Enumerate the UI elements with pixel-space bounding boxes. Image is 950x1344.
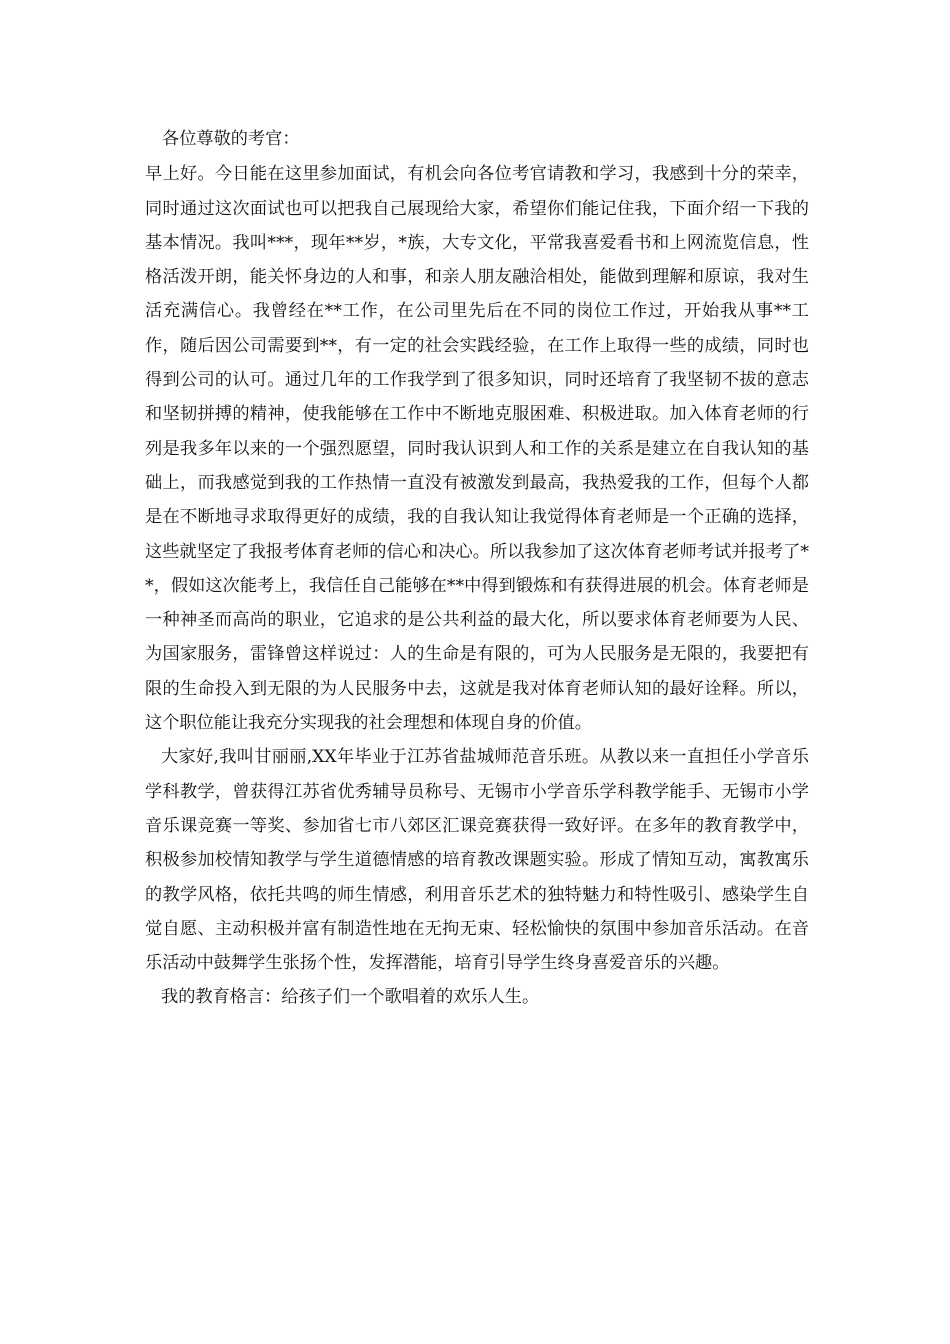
paragraph-self-introduction: 早上好。今日能在这里参加面试，有机会向各位考官请教和学习，我感到十分的荣幸，同时通过这次面试也可以把我自己展现给大家，希望你们能记住我，下面介绍一下我的基本情况。我叫***，现年**岁，*族，大专文化，平常我喜爱看书和上网流览信息，性格活泼开朗，能关怀身边的人和事，和亲人朋友融洽相处，能做到理解和原谅，我对生活充满信心。我曾经在**工作，在公司里先后在不同的岗位工作过，开始我从事**工作，随后因公司需要到**，有一定的社会实践经验，在工作上取得一些的成绩，同时也得到公司的认可。通过几年的工作我学到了很多知识，同时还培育了我坚韧不拔的意志和坚韧拼搏的精神，使我能够在工作中不断地克服困难、积极进取。加入体育老师的行列是我多年以来的一个强烈愿望，同时我认识到人和工作的关系是建立在自我认知的基础上，而我感觉到我的工作热情一直没有被激发到最高，我热爱我的工作，但每个人都是在不断地寻求取得更好的成绩，我的自我认知让我觉得体育老师是一个正确的选择，这些就坚定了我报考体育老师的信心和决心。所以我参加了这次体育老师考试并报考了**，假如这次能考上，我信任自己能够在**中得到锻炼和有获得进展的机会。体育老师是一种神圣而高尚的职业，它追求的是公共利益的最大化，所以要求体育老师要为人民、为国家服务，雷锋曾这样说过：人的生命是有限的，可为人民服务是无限的，我要把有限的生命投入到无限的为人民服务中去，这就是我对体育老师认知的最好诠释。所以，这个职位能让我充分实现我的社会理想和体现自身的价值。 [145,164,809,734]
paragraph-music-teacher-intro: 大家好,我叫甘丽丽,XX年毕业于江苏省盐城师范音乐班。从教以来一直担任小学音乐学科教学，曾获得江苏省优秀辅导员称号、无锡市小学音乐学科教学能手、无锡市小学音乐课竞赛一等奖、参加省七市八郊区汇课竞赛获得一致好评。在多年的教育教学中，积极参加校情知教学与学生道德情感的培育教改课题实验。形成了情知互动，寓教寓乐的教学风格，依托共鸣的师生情感，利用音乐艺术的独特魅力和特性吸引、感染学生自觉自愿、主动积极并富有制造性地在无拘无束、轻松愉快的氛围中参加音乐活动。在音乐活动中鼓舞学生张扬个性，发挥潜能，培育引导学生终身喜爱音乐的兴趣。 [145,747,809,974]
greeting-line: 各位尊敬的考官： [162,129,300,149]
document-body [145,122,809,1015]
paragraph-education-motto: 我的教育格言：给孩子们一个歌唱着的欢乐人生。 [161,987,540,1008]
